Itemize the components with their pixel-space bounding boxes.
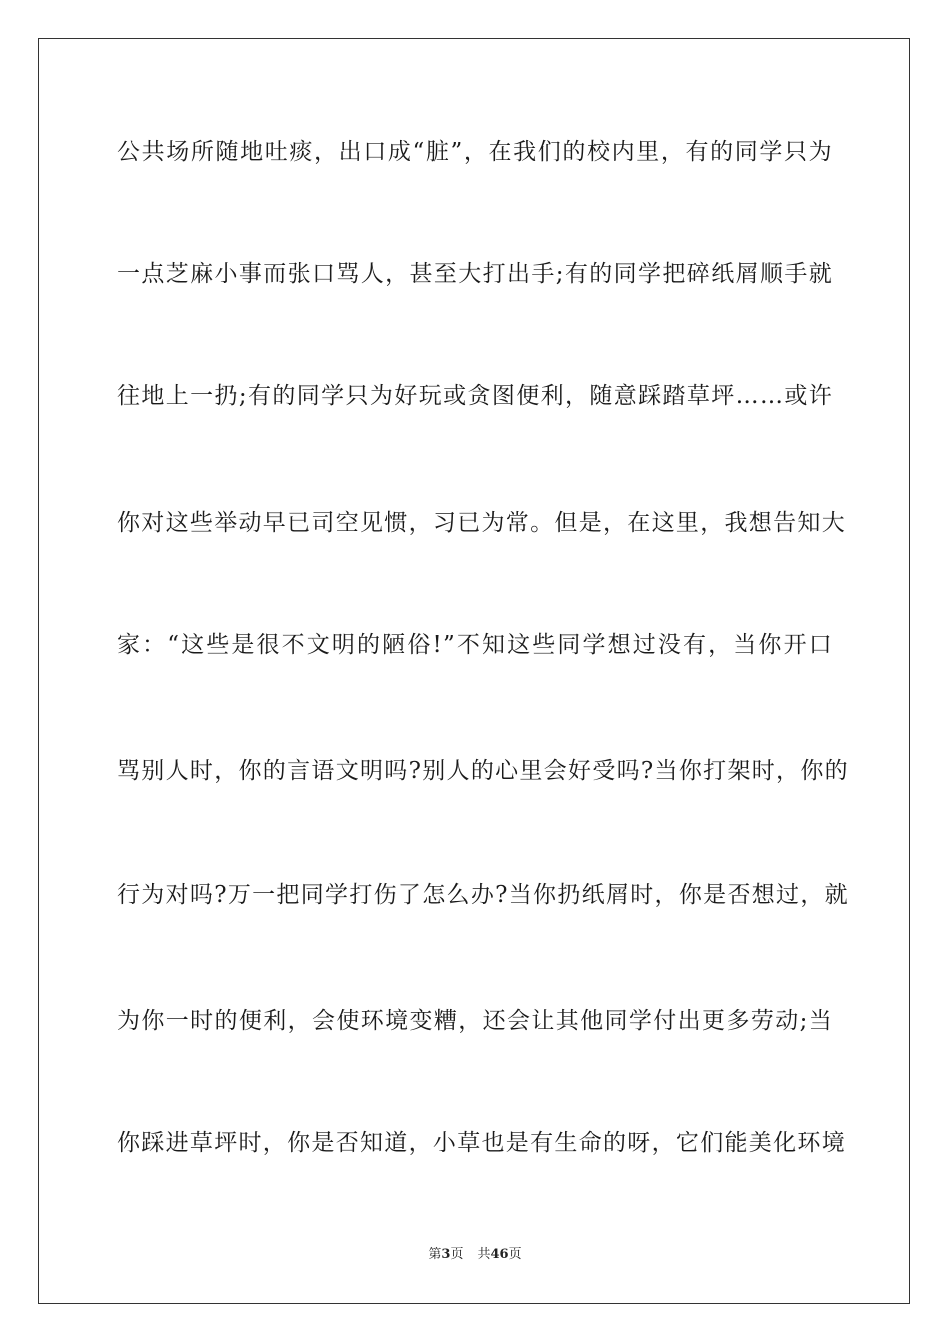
page-suffix: 页 — [450, 1247, 464, 1262]
total-prefix: 共 — [477, 1247, 491, 1262]
page-number: 3 — [441, 1247, 451, 1262]
body-text-line-7: 行为对吗?万一把同学打伤了怎么办?当你扔纸屑时，你是否想过，就 — [117, 882, 849, 908]
total-pages: 46 — [490, 1247, 509, 1262]
page-footer — [0, 1246, 950, 1264]
page-prefix: 第 — [428, 1247, 442, 1262]
body-text-line-9: 你踩进草坪时，你是否知道，小草也是有生命的呀，它们能美化环境 — [117, 1130, 846, 1156]
page-border — [38, 38, 910, 1304]
body-text-line-1: 公共场所随地吐痰，出口成“脏”，在我们的校内里，有的同学只为 — [117, 139, 833, 165]
total-suffix: 页 — [508, 1247, 522, 1262]
body-text-line-6: 骂别人时，你的言语文明吗?别人的心里会好受吗?当你打架时，你的 — [117, 758, 849, 784]
body-text-line-8: 为你一时的便利，会使环境变糟，还会让其他同学付出更多劳动;当 — [117, 1008, 833, 1034]
body-text-line-3: 往地上一扔;有的同学只为好玩或贪图便利，随意踩踏草坪……或许 — [117, 383, 833, 409]
body-text-line-4: 你对这些举动早已司空见惯，习已为常。但是，在这里，我想告知大 — [117, 510, 846, 536]
body-text-line-2: 一点芝麻小事而张口骂人，甚至大打出手;有的同学把碎纸屑顺手就 — [117, 261, 833, 287]
body-text-line-5: 家：“这些是很不文明的陋俗!”不知这些同学想过没有，当你开口 — [117, 632, 833, 658]
